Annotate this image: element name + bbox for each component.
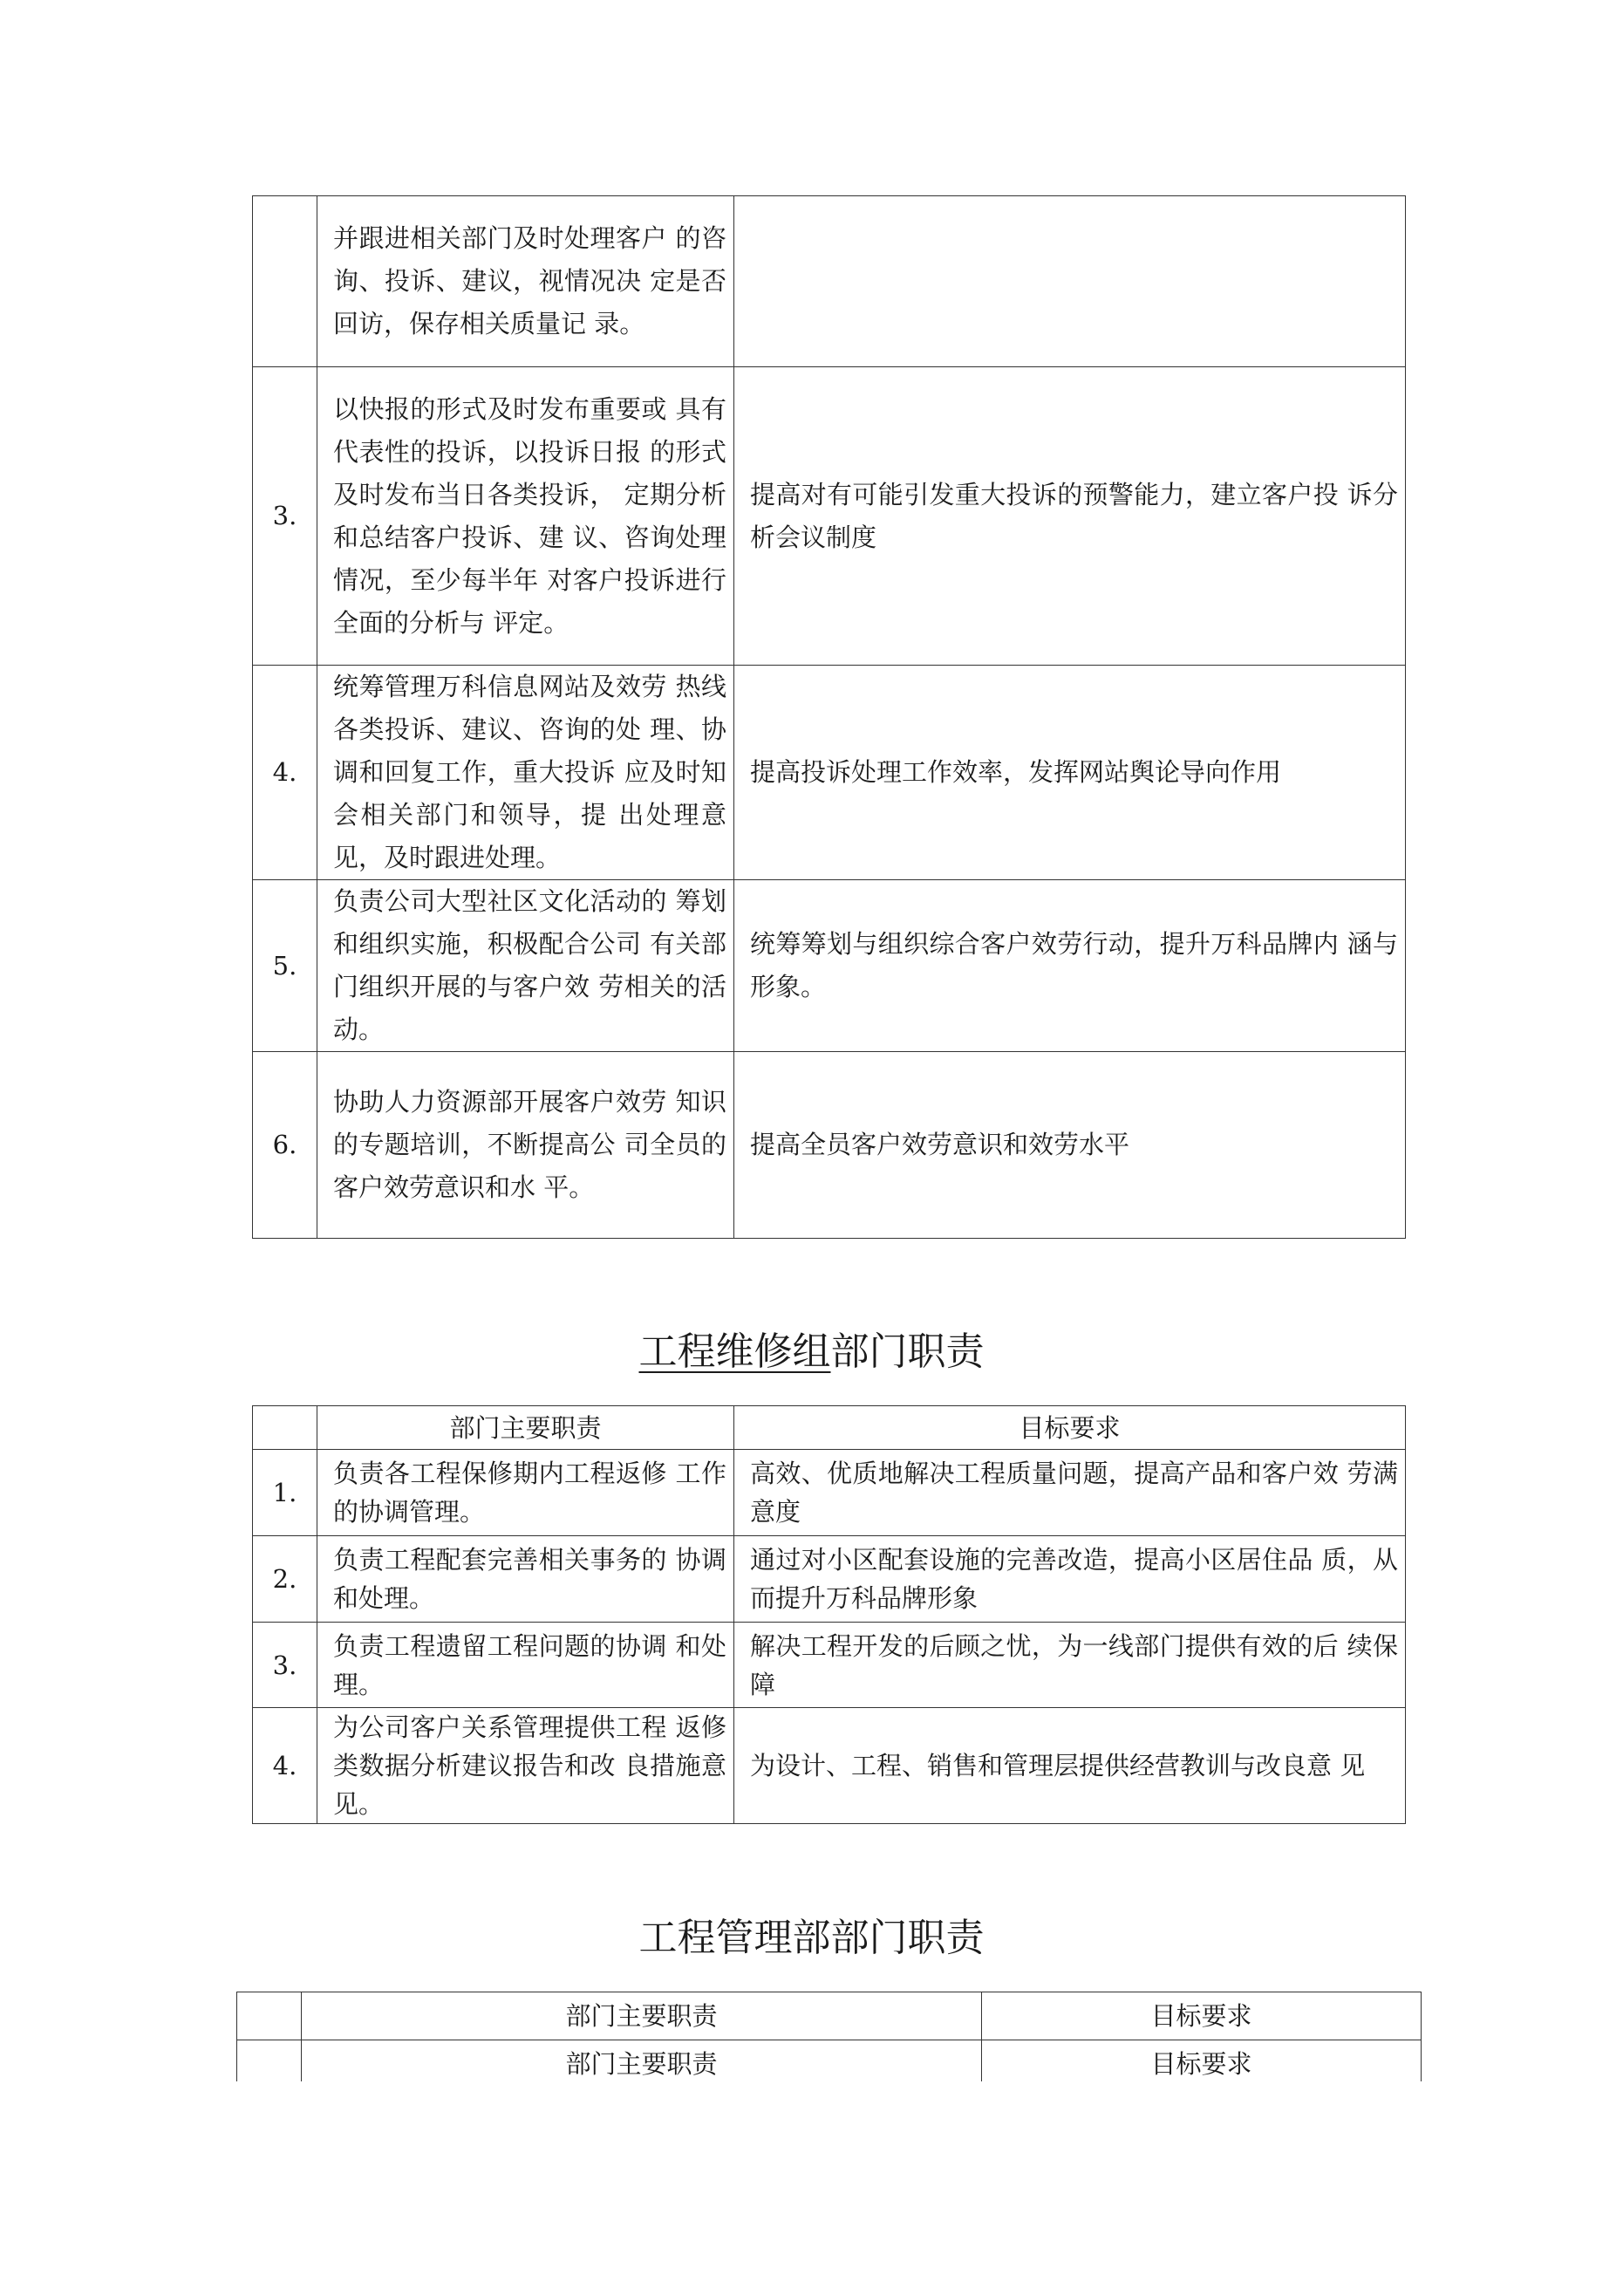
duties-table-continued <box>252 195 1406 1239</box>
row-number: 6. <box>253 1052 317 1239</box>
header-duty: 部门主要职责 <box>302 1992 982 2040</box>
duty-cell: 协助人力资源部开展客户效劳 知识的专题培训，不断提高公 司全员的客户效劳意识和水 平。 <box>317 1052 734 1239</box>
table-row <box>253 666 1406 880</box>
duty-cell: 并跟进相关部门及时处理客户 的咨询、投诉、建议，视情况决 定是否回访，保存相关质量记 录。 <box>317 196 734 367</box>
maintenance-duties-table <box>252 1405 1406 1824</box>
page-bottom-margin <box>0 2081 1623 2296</box>
table-header-row <box>237 1992 1422 2040</box>
target-cell: 解决工程开发的后顾之忧，为一线部门提供有效的后 续保障 <box>734 1623 1406 1708</box>
table-row <box>253 1450 1406 1536</box>
row-number: 3. <box>253 367 317 666</box>
target-cell: 统筹筹划与组织综合客户效劳行动，提升万科品牌内 涵与形象。 <box>734 880 1406 1052</box>
header-blank <box>237 1992 302 2040</box>
table-row <box>253 367 1406 666</box>
row-number: 5. <box>253 880 317 1052</box>
duty-cell: 负责工程遗留工程问题的协调 和处理。 <box>317 1623 734 1708</box>
header-target: 目标要求 <box>734 1406 1406 1450</box>
table-row <box>253 196 1406 367</box>
header-duty: 部门主要职责 <box>302 2040 982 2088</box>
table-row <box>253 1052 1406 1239</box>
table-row <box>253 1536 1406 1623</box>
row-number: 3. <box>253 1623 317 1708</box>
section-title-engineering-management: 工程管理部部门职责 <box>638 1916 985 1960</box>
target-cell: 高效、优质地解决工程质量问题，提高产品和客户效 劳满意度 <box>734 1450 1406 1536</box>
row-number: 1. <box>253 1450 317 1536</box>
table-row <box>253 1623 1406 1708</box>
row-number: 4. <box>253 666 317 880</box>
duty-cell: 负责各工程保修期内工程返修 工作的协调管理。 <box>317 1450 734 1536</box>
header-target: 目标要求 <box>982 2040 1422 2088</box>
duty-cell: 负责工程配套完善相关事务的 协调和处理。 <box>317 1536 734 1623</box>
engineering-management-duties-table <box>236 1992 1422 2088</box>
header-blank <box>253 1406 317 1450</box>
duty-cell: 以快报的形式及时发布重要或 具有代表性的投诉，以投诉日报 的形式及时发布当日各类投诉， 定期分析和总结客户投诉、建 议、咨询处理情况，至少每半年 对客户投诉进行全面的分析与 评定。 <box>317 367 734 666</box>
table-header-row <box>253 1406 1406 1450</box>
target-cell: 提高对有可能引发重大投诉的预警能力，建立客户投 诉分析会议制度 <box>734 367 1406 666</box>
row-number <box>253 196 317 367</box>
target-cell: 为设计、工程、销售和管理层提供经营教训与改良意 见 <box>734 1708 1406 1824</box>
table-row <box>253 1708 1406 1824</box>
row-number: 4. <box>253 1708 317 1824</box>
target-cell: 提高投诉处理工作效率，发挥网站舆论导向作用 <box>734 666 1406 880</box>
table-row <box>253 880 1406 1052</box>
duty-cell: 统筹管理万科信息网站及效劳 热线各类投诉、建议、咨询的处 理、协调和回复工作，重大投诉 应及时知会相关部门和领导，提 出处理意见，及时跟进处理。 <box>317 666 734 880</box>
header-target: 目标要求 <box>982 1992 1422 2040</box>
section-title-maintenance <box>0 1326 1623 1378</box>
target-cell <box>734 196 1406 367</box>
target-cell: 提高全员客户效劳意识和效劳水平 <box>734 1052 1406 1239</box>
target-cell: 通过对小区配套设施的完善改造，提高小区居住品 质，从而提升万科品牌形象 <box>734 1536 1406 1623</box>
section-title-underlined: 工程维修组 <box>638 1329 831 1374</box>
duty-cell: 负责公司大型社区文化活动的 筹划和组织实施，积极配合公司 有关部门组织开展的与客户效 劳相关的活动。 <box>317 880 734 1052</box>
duty-cell: 为公司客户关系管理提供工程 返修类数据分析建议报告和改 良措施意见。 <box>317 1708 734 1824</box>
header-duty: 部门主要职责 <box>317 1406 734 1450</box>
row-number: 2. <box>253 1536 317 1623</box>
section-title-suffix: 部门职责 <box>830 1329 985 1374</box>
